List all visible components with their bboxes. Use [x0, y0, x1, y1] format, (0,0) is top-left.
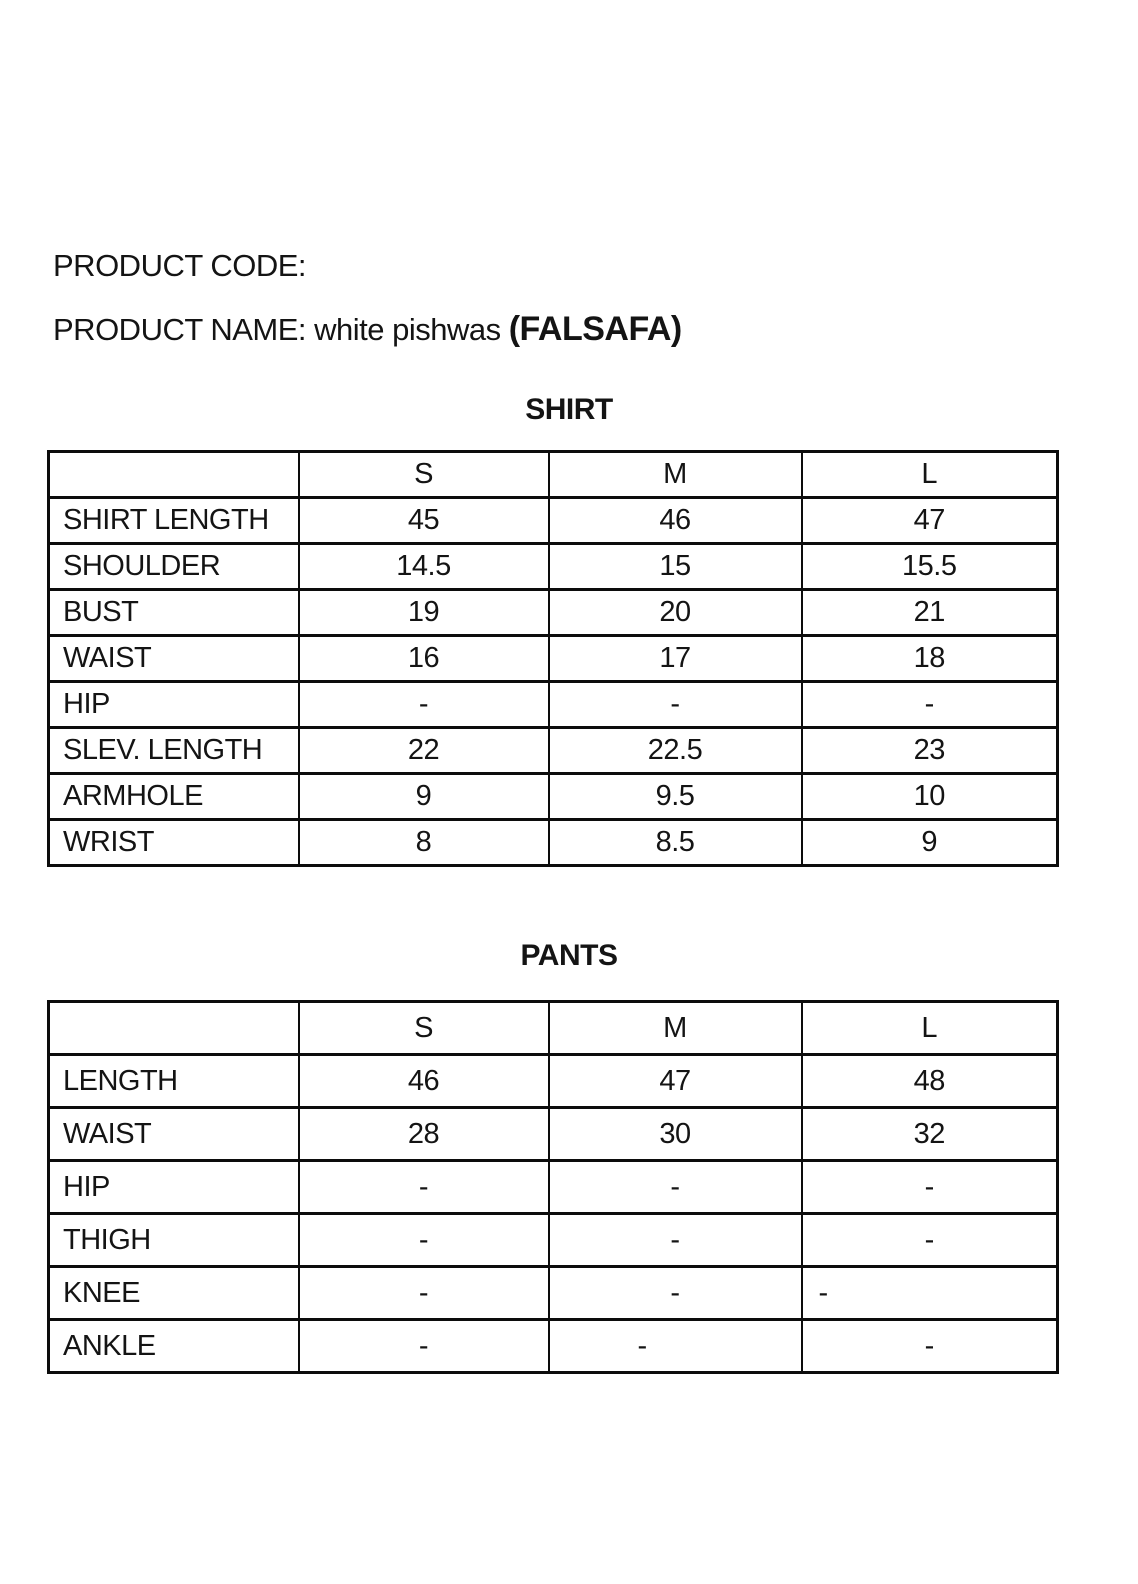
- measurement-label: SHIRT LENGTH: [49, 498, 299, 544]
- measurement-value: 17: [549, 636, 802, 682]
- measurement-value: 32: [802, 1108, 1058, 1161]
- measurement-value: 30: [549, 1108, 802, 1161]
- shirt-table-title: SHIRT: [525, 393, 613, 426]
- measurement-value: -: [299, 1161, 549, 1214]
- measurement-value: 15.5: [802, 544, 1058, 590]
- measurement-label: ANKLE: [49, 1320, 299, 1373]
- pants-size-table: [47, 1000, 1059, 1374]
- size-header-row: [49, 452, 1058, 498]
- measurement-value: -: [299, 682, 549, 728]
- measurement-label: WAIST: [49, 1108, 299, 1161]
- measurement-value: 16: [299, 636, 549, 682]
- table-row: [49, 1161, 1058, 1214]
- table-row: [49, 682, 1058, 728]
- measurement-value: 8.5: [549, 820, 802, 866]
- measurement-value: -: [802, 1320, 1058, 1373]
- measurement-label: BUST: [49, 590, 299, 636]
- measurement-value: 9: [299, 774, 549, 820]
- table-row: [49, 728, 1058, 774]
- measurement-value: -: [802, 1161, 1058, 1214]
- table-row: [49, 590, 1058, 636]
- measurement-value: -: [299, 1214, 549, 1267]
- measurement-value: 9.5: [549, 774, 802, 820]
- measurement-value: 46: [299, 1055, 549, 1108]
- size-column-header: S: [299, 452, 549, 498]
- table-row: [49, 774, 1058, 820]
- table-row: [49, 544, 1058, 590]
- measurement-value: 21: [802, 590, 1058, 636]
- measurement-label: WRIST: [49, 820, 299, 866]
- measurement-label: LENGTH: [49, 1055, 299, 1108]
- measurement-value: 23: [802, 728, 1058, 774]
- measurement-value: -: [549, 682, 802, 728]
- measurement-value: 20: [549, 590, 802, 636]
- measurement-value: -: [549, 1214, 802, 1267]
- table-row: [49, 1214, 1058, 1267]
- measurement-value: 9: [802, 820, 1058, 866]
- measurement-value: -: [549, 1161, 802, 1214]
- measurement-label: HIP: [49, 682, 299, 728]
- measurement-value: -: [299, 1320, 549, 1373]
- measurement-value: 19: [299, 590, 549, 636]
- table-row: [49, 1320, 1058, 1373]
- table-row: [49, 1055, 1058, 1108]
- measurement-value: -: [802, 682, 1058, 728]
- pants-table-title: PANTS: [520, 939, 618, 972]
- measurement-label: KNEE: [49, 1267, 299, 1320]
- table-row: [49, 498, 1058, 544]
- measurement-label: SLEV. LENGTH: [49, 728, 299, 774]
- measurement-value: -: [549, 1267, 802, 1320]
- measurement-value: 10: [802, 774, 1058, 820]
- measurement-label: HIP: [49, 1161, 299, 1214]
- measurement-value: 46: [549, 498, 802, 544]
- measurement-value: -: [549, 1320, 802, 1373]
- measurement-value: 22: [299, 728, 549, 774]
- row-label-header: [49, 452, 299, 498]
- measurement-value: -: [802, 1214, 1058, 1267]
- size-column-header: S: [299, 1002, 549, 1055]
- product-name-text: PRODUCT NAME: white pishwas: [53, 312, 509, 347]
- measurement-value: -: [802, 1267, 1058, 1320]
- measurement-label: ARMHOLE: [49, 774, 299, 820]
- product-name-highlight: (FALSAFA): [508, 310, 682, 348]
- table-row: [49, 636, 1058, 682]
- shirt-size-table: [47, 450, 1059, 867]
- size-header-row: [49, 1002, 1058, 1055]
- measurement-value: -: [299, 1267, 549, 1320]
- measurement-value: 47: [549, 1055, 802, 1108]
- measurement-value: 15: [549, 544, 802, 590]
- measurement-value: 14.5: [299, 544, 549, 590]
- size-column-header: L: [802, 1002, 1058, 1055]
- size-column-header: L: [802, 452, 1058, 498]
- size-column-header: M: [549, 1002, 802, 1055]
- measurement-value: 48: [802, 1055, 1058, 1108]
- table-row: [49, 1267, 1058, 1320]
- measurement-value: 22.5: [549, 728, 802, 774]
- measurement-value: 18: [802, 636, 1058, 682]
- size-column-header: M: [549, 452, 802, 498]
- measurement-label: WAIST: [49, 636, 299, 682]
- table-row: [49, 1108, 1058, 1161]
- row-label-header: [49, 1002, 299, 1055]
- product-name-line: [53, 310, 1138, 349]
- table-row: [49, 820, 1058, 866]
- measurement-value: 8: [299, 820, 549, 866]
- product-code-line: PRODUCT CODE:: [53, 248, 307, 283]
- measurement-label: THIGH: [49, 1214, 299, 1267]
- measurement-value: 45: [299, 498, 549, 544]
- measurement-label: SHOULDER: [49, 544, 299, 590]
- measurement-value: 47: [802, 498, 1058, 544]
- measurement-value: 28: [299, 1108, 549, 1161]
